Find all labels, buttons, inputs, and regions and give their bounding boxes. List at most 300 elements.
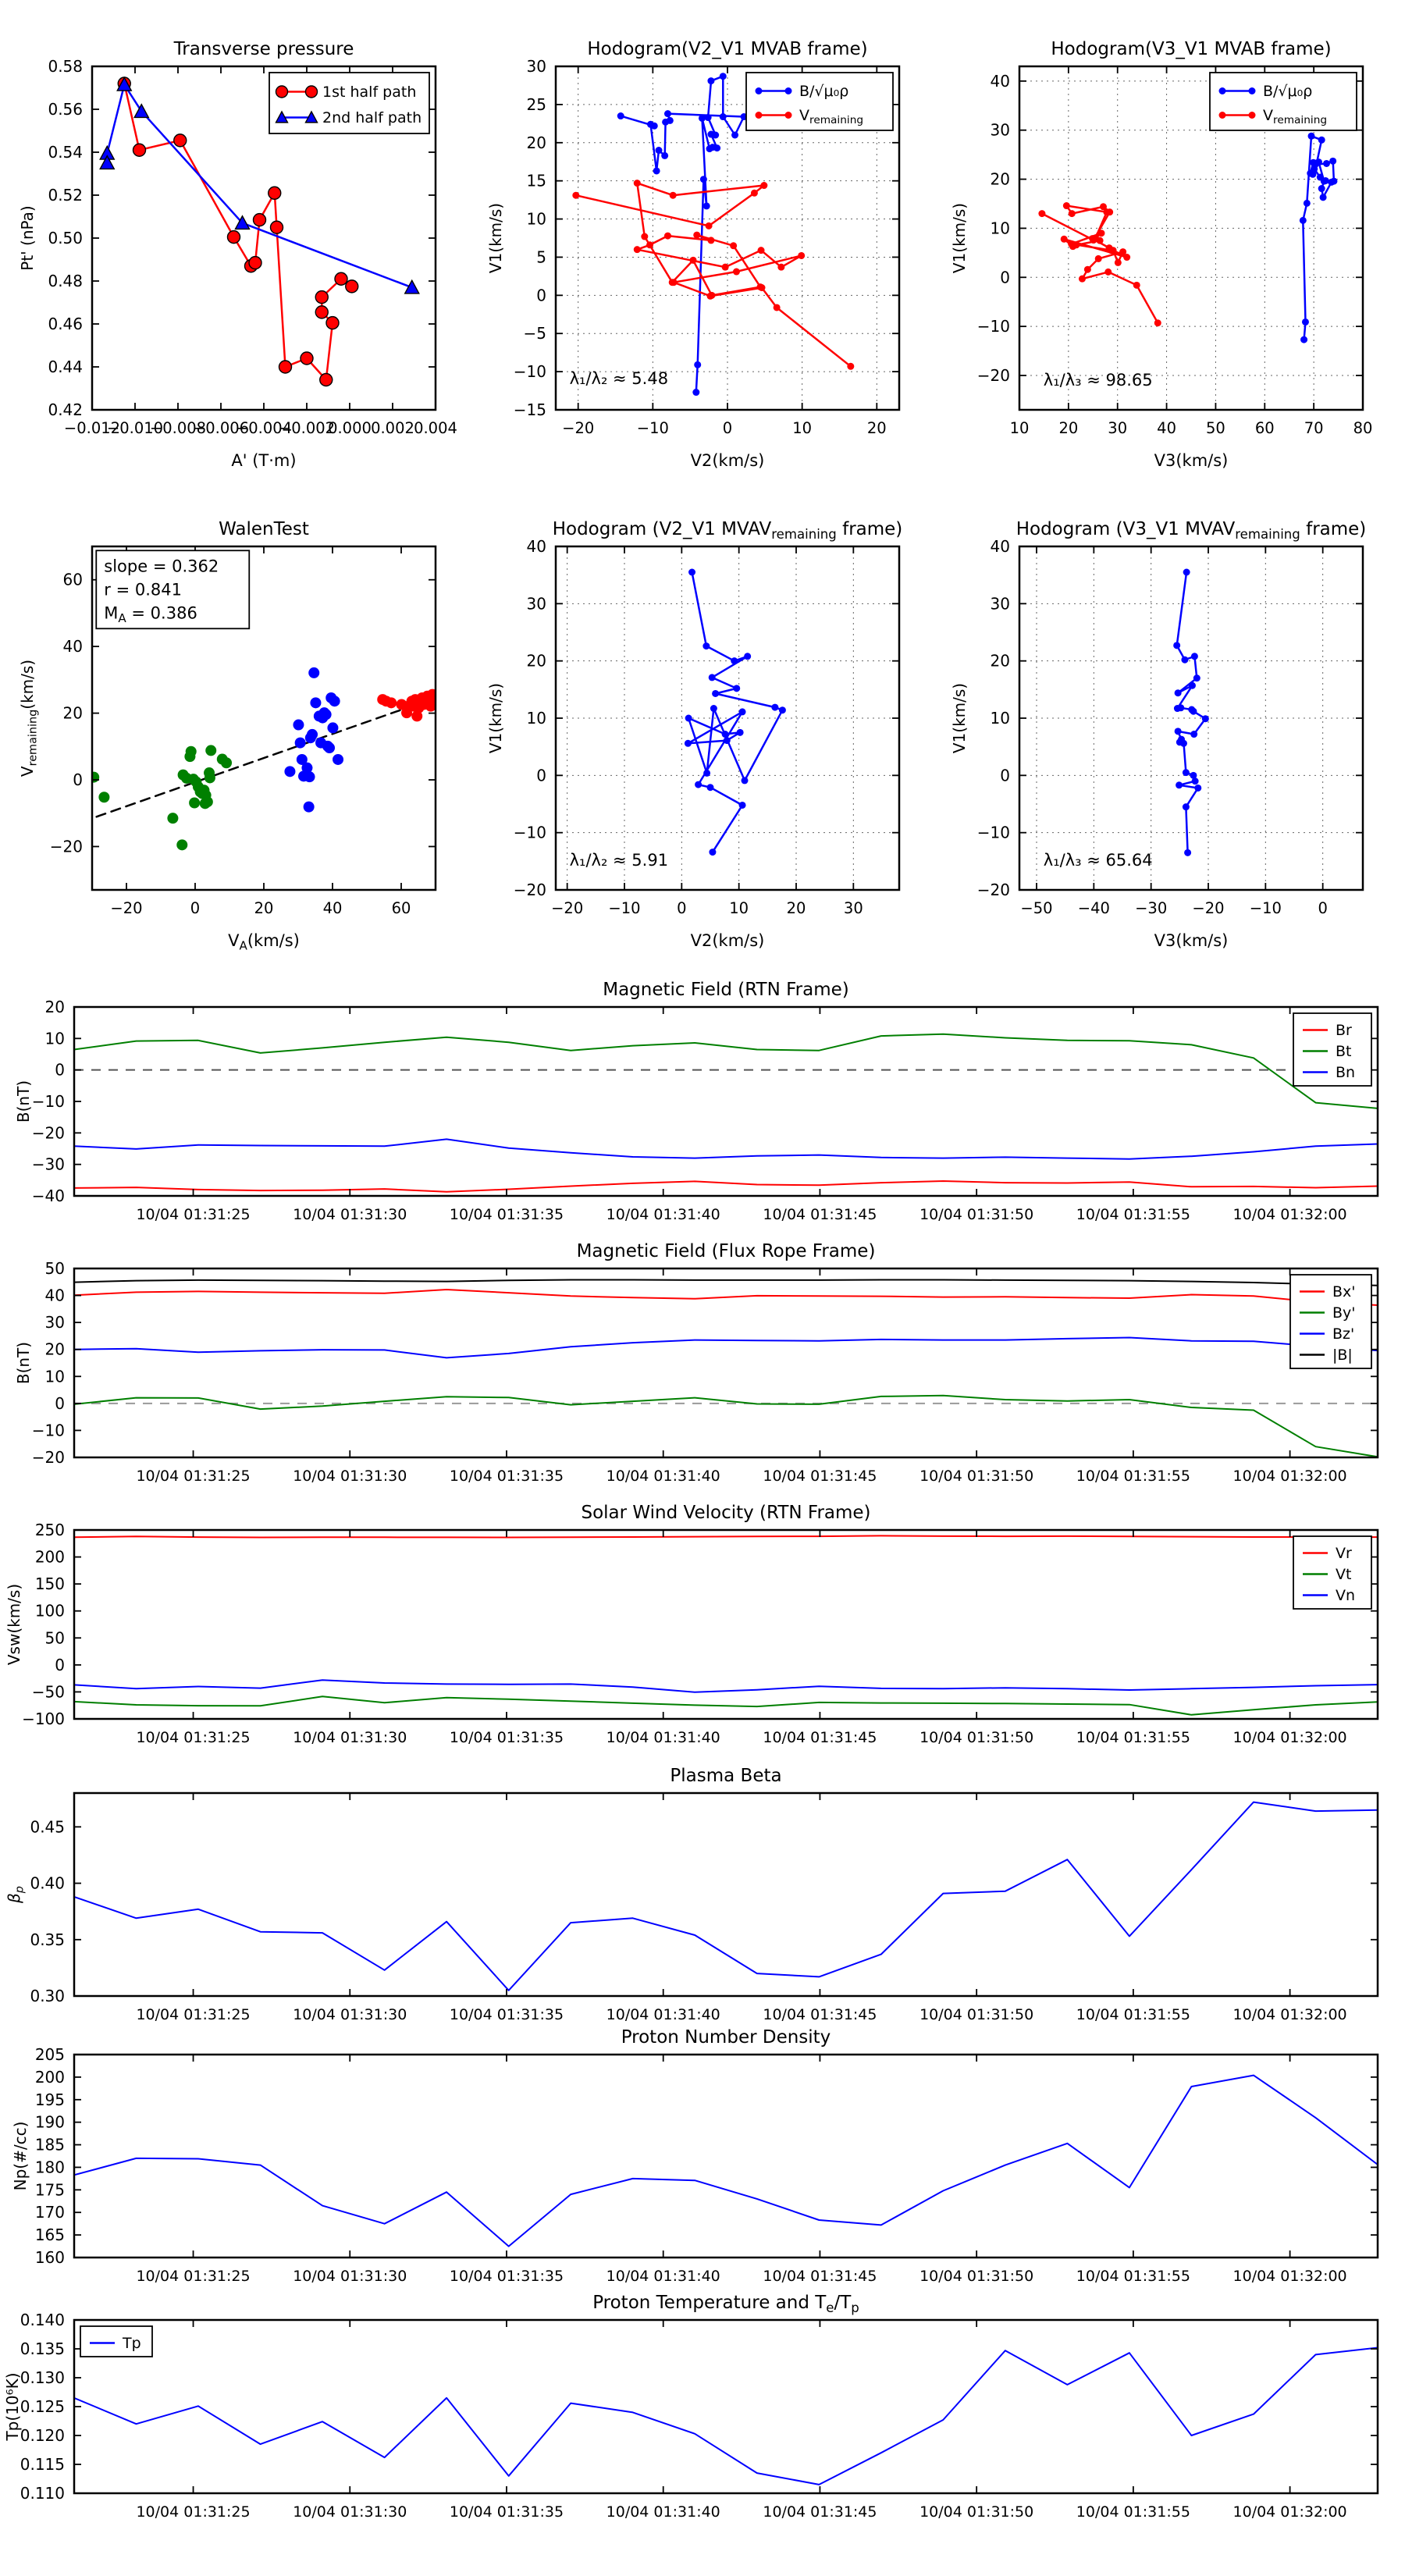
marker-dot (1176, 781, 1183, 788)
svg-text:−10: −10 (31, 1421, 65, 1440)
svg-text:−0.008: −0.008 (149, 419, 207, 437)
svg-text:200: 200 (34, 1547, 65, 1567)
x-tick-labels (136, 1729, 1346, 1746)
svg-text:0.52: 0.52 (48, 186, 83, 205)
x-axis-label: V3(km/s) (1154, 931, 1229, 950)
svg-text:−15: −15 (513, 400, 546, 419)
marker-dot (731, 132, 738, 139)
svg-text:10/04 01:31:25: 10/04 01:31:25 (136, 1206, 251, 1223)
series-tp (74, 2348, 1378, 2485)
svg-text:0: 0 (1318, 899, 1328, 917)
x-tick-labels (1010, 419, 1373, 437)
marker-dot (710, 705, 717, 712)
svg-text:0: 0 (536, 766, 546, 785)
marker-dot (634, 246, 641, 253)
marker-dot (664, 233, 671, 240)
y-tick-labels (20, 2311, 65, 2503)
marker-dot (707, 784, 714, 791)
svg-text:−30: −30 (31, 1155, 65, 1174)
marker-dot (572, 192, 579, 199)
svg-text:−10: −10 (608, 899, 641, 917)
svg-text:−10: −10 (31, 1092, 65, 1111)
chart-title: Proton Number Density (621, 2027, 831, 2048)
svg-text:10/04 01:31:45: 10/04 01:31:45 (763, 1468, 877, 1485)
svg-text:0.45: 0.45 (30, 1817, 65, 1837)
annotation (570, 369, 668, 388)
svg-text:20: 20 (866, 419, 887, 437)
marker-dot (694, 361, 701, 368)
svg-text:10/04 01:31:40: 10/04 01:31:40 (606, 1468, 720, 1485)
svg-text:MA = 0.386: $M_A = 0.386$ (104, 603, 197, 625)
y-axis-label: V1(km/s) (950, 202, 969, 274)
marker-dot (1175, 689, 1182, 696)
marker-dot (707, 237, 714, 244)
x-axis-label: V2(km/s) (690, 931, 765, 950)
series-v-path (1173, 569, 1209, 856)
svg-text:10/04 01:31:35: 10/04 01:31:35 (449, 1206, 564, 1223)
x-tick-labels (551, 899, 863, 917)
marker-dot (651, 123, 658, 130)
svg-text:−20: −20 (513, 881, 546, 899)
svg-text:0.56: 0.56 (48, 100, 83, 119)
svg-text:10/04 01:31:25: 10/04 01:31:25 (136, 1729, 251, 1746)
marker-dot (329, 696, 340, 706)
svg-text:−20: −20 (976, 366, 1010, 385)
marker-dot (1104, 269, 1112, 276)
series-bn (74, 1139, 1378, 1158)
marker-dot (617, 112, 624, 119)
marker-dot (1183, 769, 1190, 776)
marker-dot (641, 233, 648, 240)
series-br (74, 1181, 1378, 1192)
marker-dot (798, 252, 805, 259)
svg-text:0: 0 (677, 899, 687, 917)
marker-dot (693, 232, 700, 239)
marker-dot (1100, 203, 1107, 210)
svg-text:20: 20 (62, 703, 83, 723)
svg-text:10/04 01:32:00: 10/04 01:32:00 (1232, 1206, 1347, 1223)
y-axis-label: Vsw(km/s) (5, 1583, 23, 1666)
y-tick-labels (35, 2045, 65, 2267)
svg-text:0.115: 0.115 (20, 2455, 65, 2474)
marker-circle (249, 257, 261, 269)
svg-text:−50: −50 (31, 1682, 65, 1702)
x-tick-labels (136, 2503, 1346, 2521)
marker-dot (304, 771, 315, 782)
marker-dot (709, 849, 716, 856)
x-tick-labels (110, 899, 411, 917)
marker-dot (327, 722, 338, 733)
marker-circle (133, 144, 146, 156)
chart-walen-test (18, 519, 441, 953)
marker-dot (646, 241, 653, 248)
y-tick-labels (30, 1817, 65, 2005)
svg-text:10/04 01:31:40: 10/04 01:31:40 (606, 1206, 720, 1223)
svg-text:10/04 01:31:35: 10/04 01:31:35 (449, 2268, 564, 2285)
svg-text:slope = 0.362: slope = 0.362 (104, 557, 219, 576)
marker-dot (771, 704, 778, 711)
marker-dot (1308, 133, 1315, 140)
marker-dot (221, 757, 232, 768)
svg-text:−20: −20 (31, 1448, 65, 1467)
svg-text:10/04 01:31:30: 10/04 01:31:30 (293, 2503, 407, 2521)
svg-text:−20: −20 (110, 899, 143, 917)
marker-dot (713, 144, 720, 151)
marker-dot (1311, 165, 1318, 173)
svg-text:−0.012: −0.012 (63, 419, 121, 437)
marker-dot (785, 112, 792, 119)
marker-dot (690, 257, 697, 264)
svg-text:10/04 01:31:55: 10/04 01:31:55 (1076, 2268, 1190, 2285)
marker-circle (279, 361, 292, 373)
marker-dot (167, 813, 178, 824)
y-axis-label: Tp(10⁶K) (3, 2372, 22, 2441)
marker-dot (1068, 240, 1075, 247)
y-tick-labels (48, 57, 83, 419)
marker-dot (386, 697, 397, 708)
chart-title: Hodogram(V2_V1 MVAB frame) (587, 39, 868, 59)
svg-text:0.000: 0.000 (328, 419, 372, 437)
marker-dot (739, 802, 746, 809)
svg-text:0.002: 0.002 (371, 419, 414, 437)
ticks (74, 2055, 1378, 2258)
legend (80, 2326, 152, 2357)
series-fit-line (82, 698, 436, 822)
marker-dot (1249, 112, 1256, 119)
marker-dot (722, 731, 729, 738)
chart-title: Solar Wind Velocity (RTN Frame) (581, 1503, 871, 1523)
marker-dot (708, 292, 715, 299)
svg-text:0.110: 0.110 (20, 2484, 65, 2503)
series-v-remaining (572, 180, 854, 370)
x-axis-label: V3(km/s) (1154, 451, 1229, 470)
svg-text:0.40: 0.40 (30, 1873, 65, 1893)
series-green-cluster (88, 745, 232, 850)
marker-dot (1175, 728, 1182, 735)
series-bt (74, 1034, 1378, 1108)
ticks (74, 1007, 1378, 1196)
x-axis-label: $V_A(km/s)$ (228, 931, 300, 953)
series-bx-prime (74, 1290, 1378, 1305)
marker-dot (756, 112, 763, 119)
marker-dot (1304, 200, 1311, 207)
svg-text:−20: −20 (1192, 899, 1225, 917)
svg-text:10/04 01:31:50: 10/04 01:31:50 (919, 2006, 1034, 2023)
marker-dot (758, 247, 765, 254)
marker-dot (1084, 266, 1091, 273)
ticks (74, 2320, 1378, 2493)
y-tick-labels (514, 57, 546, 419)
series-group (82, 667, 441, 850)
svg-text:10: 10 (44, 1029, 65, 1048)
marker-dot (742, 777, 749, 784)
series-v-remaining (1038, 202, 1161, 326)
svg-text:−40: −40 (31, 1187, 65, 1205)
marker-dot (670, 192, 677, 199)
plot-axes (74, 1793, 1378, 1996)
marker-dot (1097, 229, 1104, 237)
svg-text:0.140: 0.140 (20, 2311, 65, 2329)
marker-dot (186, 746, 197, 757)
svg-text:10/04 01:31:35: 10/04 01:31:35 (449, 1468, 564, 1485)
marker-dot (709, 674, 716, 681)
svg-text:30: 30 (990, 120, 1010, 140)
svg-text:200: 200 (34, 2067, 65, 2087)
marker-dot (1177, 704, 1184, 711)
series-group (1173, 569, 1209, 856)
marker-dot (1063, 202, 1070, 209)
marker-dot (656, 147, 663, 154)
y-axis-label: $\beta_p$ (5, 1886, 27, 1903)
annotation (1044, 371, 1153, 390)
legend-label: $V_{remaining}$ (799, 107, 864, 127)
svg-text:60: 60 (1254, 419, 1275, 437)
svg-text:30: 30 (526, 57, 546, 76)
x-tick-labels (64, 419, 457, 437)
svg-text:10/04 01:31:50: 10/04 01:31:50 (919, 1729, 1034, 1746)
svg-text:10/04 01:32:00: 10/04 01:32:00 (1232, 2503, 1347, 2521)
svg-text:10/04 01:31:45: 10/04 01:31:45 (763, 2268, 877, 2285)
svg-text:0.50: 0.50 (48, 229, 83, 247)
marker-dot (1202, 715, 1209, 722)
series-group (74, 1280, 1378, 1457)
series-b-alfven (1300, 133, 1338, 343)
svg-text:0.48: 0.48 (48, 272, 83, 290)
marker-dot (700, 176, 707, 183)
marker-dot (1154, 319, 1161, 326)
svg-text:205: 205 (34, 2045, 65, 2064)
svg-text:−10: −10 (636, 419, 669, 437)
marker-dot (662, 119, 669, 126)
marker-dot (699, 115, 706, 122)
marker-dot (1069, 210, 1076, 217)
svg-text:10: 10 (526, 209, 546, 229)
chart-hodogram-v3v1-mvab (950, 39, 1372, 470)
svg-text:10/04 01:31:55: 10/04 01:31:55 (1076, 1468, 1190, 1485)
marker-dot (661, 152, 668, 159)
svg-text:20: 20 (526, 133, 546, 152)
svg-text:10/04 01:31:50: 10/04 01:31:50 (919, 1206, 1034, 1223)
marker-dot (733, 269, 740, 276)
svg-text:−0.006: −0.006 (192, 419, 250, 437)
svg-text:−0.004: −0.004 (235, 419, 293, 437)
svg-text:170: 170 (34, 2203, 65, 2222)
svg-text:0: 0 (1000, 766, 1010, 785)
series-b-alfven (617, 73, 748, 396)
marker-dot (774, 304, 781, 311)
svg-text:10/04 01:31:50: 10/04 01:31:50 (919, 2268, 1034, 2285)
svg-text:60: 60 (391, 899, 411, 917)
marker-dot (1322, 177, 1329, 184)
svg-text:10/04 01:31:30: 10/04 01:31:30 (293, 2006, 407, 2023)
series-group (74, 2076, 1378, 2247)
series-group (74, 2348, 1378, 2485)
svg-text:0: 0 (55, 1655, 65, 1674)
svg-text:50: 50 (44, 1259, 65, 1278)
svg-text:−100: −100 (22, 1710, 65, 1728)
marker-circle (269, 187, 281, 199)
marker-dot (310, 697, 321, 708)
marker-dot (1079, 276, 1086, 283)
marker-dot (1318, 137, 1325, 144)
series-np (74, 2076, 1378, 2247)
marker-dot (324, 742, 335, 753)
marker-dot (730, 242, 737, 249)
svg-text:10/04 01:31:35: 10/04 01:31:35 (449, 2006, 564, 2023)
svg-text:70: 70 (1304, 419, 1324, 437)
svg-text:10: 10 (990, 709, 1010, 728)
chart-title: Proton Temperature and $T_e/T_p$ (592, 2293, 859, 2316)
marker-dot (1318, 185, 1325, 192)
svg-text:30: 30 (990, 594, 1010, 614)
marker-triangle (405, 280, 419, 294)
y-axis-label: Pt' (nPa) (18, 205, 37, 271)
chart-title: Magnetic Field (Flux Rope Frame) (576, 1241, 876, 1261)
svg-text:10/04 01:31:30: 10/04 01:31:30 (293, 1468, 407, 1485)
svg-text:30: 30 (526, 594, 546, 614)
svg-text:−20: −20 (31, 1123, 65, 1143)
series-vt (74, 1696, 1378, 1715)
svg-text:10/04 01:31:35: 10/04 01:31:35 (449, 1729, 564, 1746)
svg-text:0: 0 (55, 1060, 65, 1080)
series-group (74, 1802, 1378, 1991)
marker-dot (777, 264, 784, 271)
svg-text:0: 0 (55, 1393, 65, 1413)
svg-text:0: 0 (1000, 268, 1010, 287)
x-tick-labels (1020, 899, 1327, 917)
marker-dot (634, 180, 641, 187)
marker-dot (293, 720, 304, 731)
y-axis-label: $V_{remaining}(km/s)$ (18, 659, 40, 777)
marker-dot (1190, 708, 1197, 715)
plot-axes (74, 1007, 1378, 1196)
legend-label: 2nd half path (322, 109, 422, 126)
svg-text:0.44: 0.44 (48, 358, 83, 376)
marker-dot (785, 87, 792, 94)
marker-dot (688, 569, 695, 576)
series-group (685, 569, 786, 856)
svg-text:20: 20 (990, 169, 1010, 189)
series-group (1038, 133, 1337, 343)
series-b-magnitude (74, 1280, 1378, 1286)
marker-dot (702, 642, 710, 649)
marker-dot (1115, 259, 1122, 266)
marker-dot (1183, 569, 1190, 576)
x-tick-labels (136, 2268, 1346, 2285)
legend (746, 73, 893, 130)
marker-dot (1329, 158, 1336, 165)
chart-proton-density (11, 2027, 1378, 2285)
marker-dot (685, 740, 692, 747)
marker-dot (1323, 160, 1330, 167)
svg-text:10: 10 (44, 1367, 65, 1386)
marker-dot (1095, 255, 1102, 262)
svg-text:10/04 01:31:35: 10/04 01:31:35 (449, 2503, 564, 2521)
svg-text:185: 185 (34, 2135, 65, 2154)
marker-dot (712, 132, 719, 139)
marker-circle (315, 306, 328, 318)
svg-text:10/04 01:32:00: 10/04 01:32:00 (1232, 1729, 1347, 1746)
marker-dot (307, 729, 318, 740)
svg-text:60: 60 (62, 570, 83, 589)
x-axis-label: V2(km/s) (690, 451, 765, 470)
marker-dot (200, 798, 211, 809)
marker-dot (695, 781, 702, 788)
svg-text:10/04 01:31:40: 10/04 01:31:40 (606, 2503, 720, 2521)
marker-dot (1173, 642, 1180, 649)
chart-hodogram-v2v1-mvab (486, 39, 899, 470)
svg-text:40: 40 (526, 537, 546, 556)
svg-text:40: 40 (62, 637, 83, 656)
marker-circle (335, 272, 347, 285)
chart-transverse-pressure (18, 39, 457, 470)
marker-dot (88, 772, 99, 783)
annotation (96, 550, 249, 628)
legend-label: Bz' (1332, 1325, 1355, 1343)
svg-text:10: 10 (990, 219, 1010, 238)
marker-dot (779, 706, 786, 713)
marker-dot (333, 754, 343, 765)
marker-dot (703, 770, 710, 777)
svg-text:0.54: 0.54 (48, 143, 83, 162)
svg-text:0.42: 0.42 (48, 400, 83, 419)
svg-text:40: 40 (990, 537, 1010, 556)
marker-dot (1302, 318, 1309, 326)
svg-text:10/04 01:31:55: 10/04 01:31:55 (1076, 2006, 1190, 2023)
marker-circle (301, 352, 313, 365)
chart-mag-field-flux-rope (14, 1241, 1378, 1485)
legend-label: Vr (1336, 1545, 1352, 1562)
svg-text:−20: −20 (551, 899, 584, 917)
svg-text:100: 100 (34, 1601, 65, 1621)
y-axis-label: V1(km/s) (486, 202, 505, 274)
svg-text:30: 30 (843, 899, 863, 917)
svg-text:0: 0 (73, 770, 83, 790)
svg-text:10/04 01:31:40: 10/04 01:31:40 (606, 2268, 720, 2285)
svg-text:20: 20 (44, 998, 65, 1016)
marker-dot (1192, 777, 1199, 785)
legend-label: B/√μ₀ρ (799, 83, 849, 100)
svg-text:180: 180 (34, 2158, 65, 2177)
marker-dot (731, 657, 738, 664)
marker-dot (1190, 731, 1197, 738)
svg-text:10/04 01:31:25: 10/04 01:31:25 (136, 2268, 251, 2285)
marker-dot (1219, 87, 1226, 94)
chart-hodogram-v3v1-mvav (950, 519, 1366, 950)
marker-dot (284, 766, 295, 777)
y-axis-label: V1(km/s) (950, 682, 969, 754)
legend-label: Bx' (1332, 1283, 1356, 1300)
svg-text:0.46: 0.46 (48, 315, 83, 333)
chart-title: Hodogram(V3_V1 MVAB frame) (1051, 39, 1332, 59)
y-tick-labels (32, 1259, 65, 1467)
marker-dot (1330, 178, 1337, 185)
svg-text:−40: −40 (1077, 899, 1110, 917)
svg-text:10/04 01:31:25: 10/04 01:31:25 (136, 2503, 251, 2521)
chart-title: Plasma Beta (670, 1766, 782, 1786)
series-group (74, 1535, 1378, 1714)
marker-dot (1184, 849, 1191, 856)
x-axis-label: A' (T·m) (231, 451, 297, 470)
svg-text:20: 20 (44, 1340, 65, 1359)
marker-dot (1181, 656, 1188, 664)
plot-axes (74, 2055, 1378, 2258)
svg-text:250: 250 (34, 1521, 65, 1539)
plot-axes (556, 546, 899, 890)
marker-dot (1108, 247, 1115, 254)
marker-dot (760, 182, 767, 189)
ticks (556, 546, 899, 890)
